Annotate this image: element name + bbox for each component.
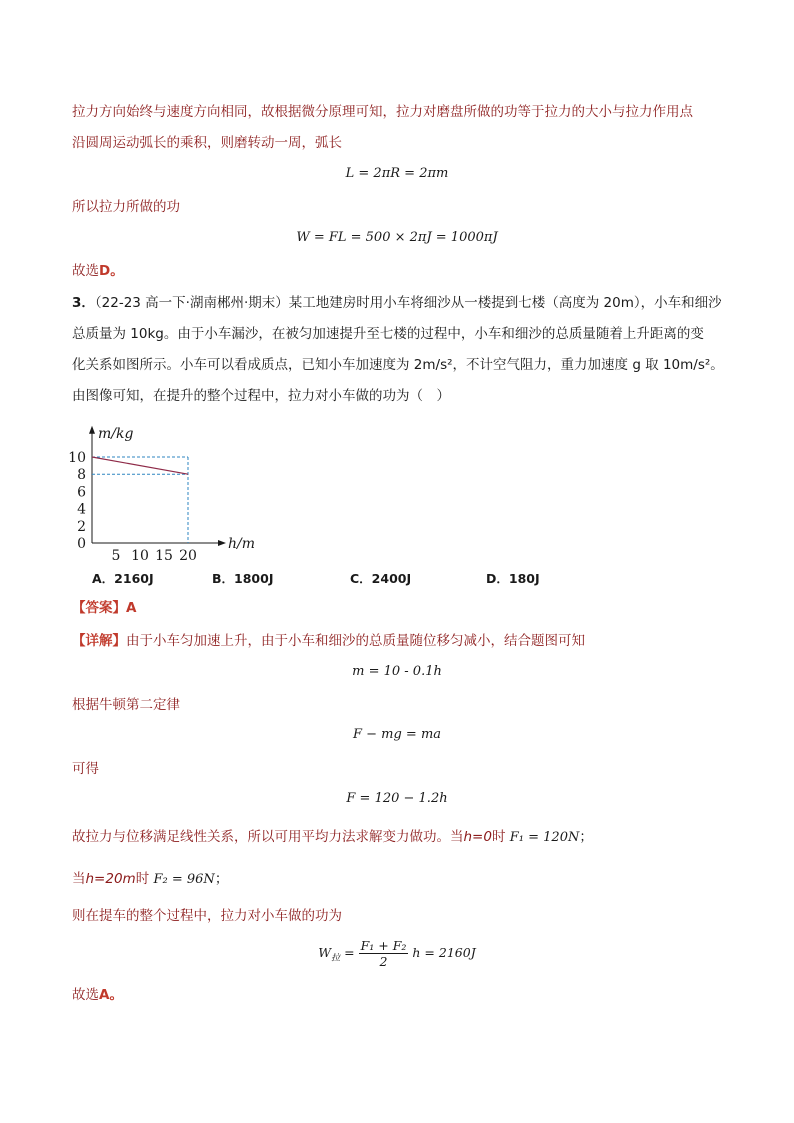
y-axis-label: m/kg (98, 425, 134, 442)
y-tick-label: 2 (77, 518, 86, 535)
question-line-1 (72, 293, 722, 313)
y-tick-label: 0 (77, 536, 86, 552)
question-line-2: 总质量为 10kg。由于小车漏沙，在被匀加速提升至七楼的过程中，小车和细沙的总质量随着上升距离的变 (72, 326, 704, 342)
w-lhs: W (318, 945, 332, 960)
detail-line-6: 则在提车的整个过程中，拉力对小车做的功为 (72, 908, 342, 924)
choose-prefix: 故选 (72, 263, 99, 279)
detail-text-1: 由于小车匀加速上升，由于小车和细沙的总质量随位移匀减小，结合题图可知 (126, 633, 585, 649)
x-axis-arrow (218, 540, 226, 546)
detail-pre-5: 当 (72, 871, 86, 887)
y-tick-label: 8 (77, 467, 86, 484)
option-a[interactable]: A．2160J (92, 571, 154, 586)
detail-text-4: 故拉力与位移满足线性关系，所以可用平均力法求解变力做功。当 (72, 829, 464, 845)
x-tick-label: 20 (179, 548, 197, 560)
y-tick-label: 6 (77, 484, 86, 501)
formula-force: F = 120 − 1.2h (346, 791, 448, 806)
x-axis-label: h/m (228, 536, 256, 552)
question-line-3: 化关系如图所示。小车可以看成质点，已知小车加速度为 2m/s²，不计空气阻力，重力加速度 g 取 10m/s²。 (72, 357, 724, 373)
detail-line-2: 根据牛顿第二定律 (72, 697, 180, 713)
intro-choose (72, 261, 124, 281)
question-line-4: 由图像可知，在提升的整个过程中，拉力对小车做的功为（ ） (72, 388, 450, 404)
question-number: 3． (72, 295, 95, 311)
intro-line-3: 所以拉力所做的功 (72, 199, 180, 215)
choose-answer: D。 (99, 263, 124, 279)
detail-tag: 【详解】 (72, 633, 126, 649)
formula-mass: m = 10 - 0.1h (352, 664, 442, 679)
y-axis-arrow (89, 426, 95, 434)
var-h0: h=0 (463, 829, 492, 845)
w-rhs: h = 2160J (412, 945, 476, 960)
formula-f2: F₂ = 96N (153, 872, 215, 887)
intro-line-1: 拉力方向始终与速度方向相同，故根据微分原理可知，拉力对磨盘所做的功等于拉力的大小与拉力作用点 (72, 104, 693, 120)
answer-tag: 【答案】 (72, 600, 126, 616)
detail-choose-answer: A。 (99, 987, 123, 1003)
detail-end-4: ； (579, 829, 593, 845)
detail-line-5 (72, 869, 228, 890)
frac-denominator: 2 (379, 954, 388, 969)
answer-value: A (126, 600, 137, 616)
detail-mid-5: 时 (135, 871, 150, 887)
mass-height-chart (66, 410, 296, 560)
formula-work: W = FL = 500 × 2πJ = 1000πJ (296, 230, 498, 245)
intro-line-2: 沿圆周运动弧长的乘积，则磨转动一周，弧长 (72, 135, 342, 151)
detail-choose-prefix: 故选 (72, 987, 99, 1003)
detail-line-3: 可得 (72, 761, 99, 777)
detail-choose (72, 985, 123, 1005)
w-sub: 拉 (331, 953, 341, 964)
detail-line-1 (72, 631, 585, 651)
average-force-fraction (359, 938, 409, 969)
detail-line-4 (72, 827, 593, 848)
x-tick-label: 5 (111, 548, 121, 560)
frac-numerator: F₁ + F₂ (360, 938, 407, 953)
option-c[interactable]: C．2400J (350, 571, 412, 586)
y-tick-label: 10 (68, 450, 86, 466)
x-tick-label: 10 (131, 548, 149, 560)
mass-line (92, 457, 188, 474)
answer-line (72, 598, 136, 618)
x-tick-label: 15 (155, 548, 173, 560)
option-b[interactable]: B．1800J (212, 571, 274, 586)
detail-end-5: ； (214, 871, 229, 887)
formula-arc-length: L = 2πR = 2πm (345, 166, 449, 181)
question-text-1: （22-23 高一下·湖南郴州·期末）某工地建房时用小车将细沙从一楼提到七楼（高度为 20m），小车和细沙 (94, 295, 722, 311)
formula-f1: F₁ = 120N (509, 830, 580, 845)
var-h20: h=20m (85, 871, 136, 887)
formula-newton: F − mg = ma (352, 727, 442, 742)
formula-total-work: $W_拉$ = $\frac{\text{F₁ + F₂}}{2}$ h = 2160J (318, 938, 476, 969)
y-tick-label: 4 (77, 501, 86, 518)
option-d[interactable]: D．180J (486, 571, 540, 586)
detail-mid-4: 时 (491, 829, 506, 845)
